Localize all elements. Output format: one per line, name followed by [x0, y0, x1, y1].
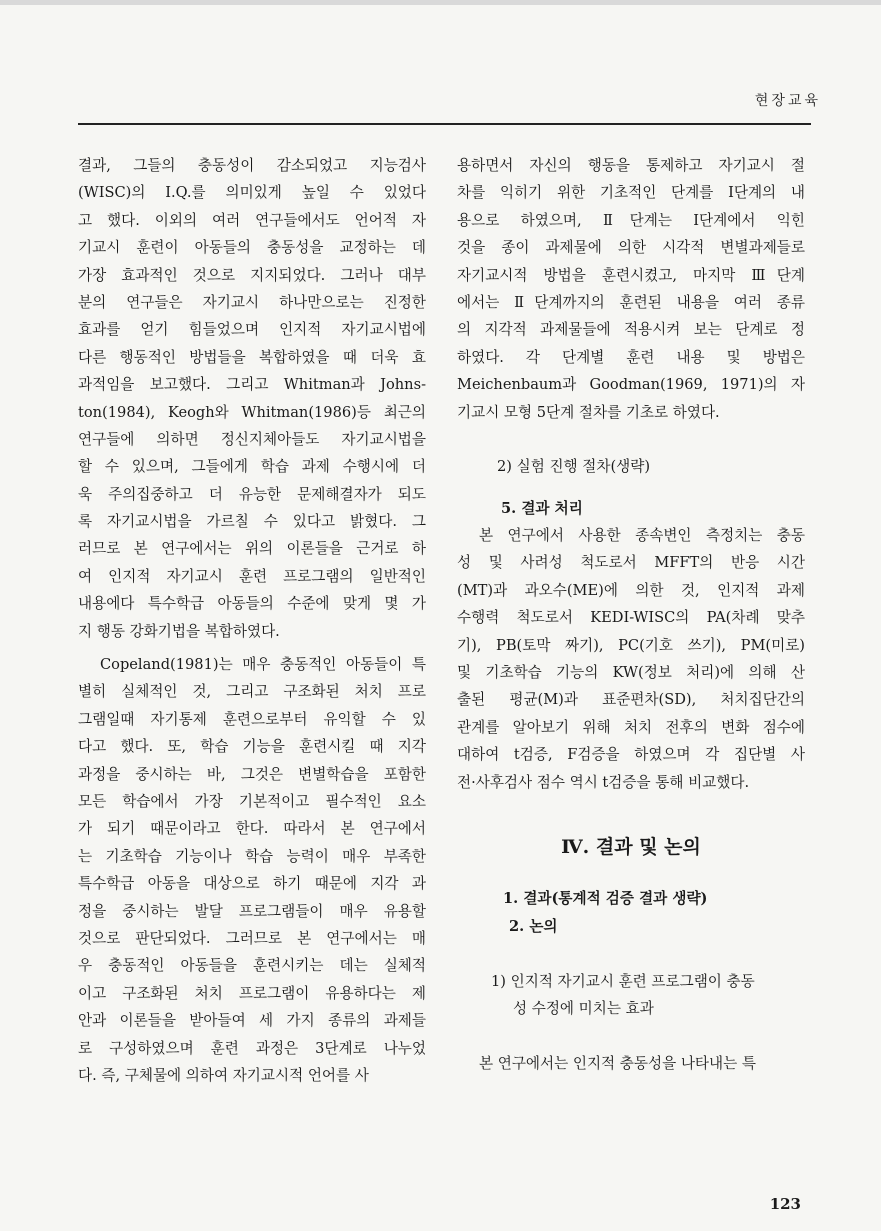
body-text-line: 본 연구에서는 인지적 충동성을 나타내는 특	[479, 1054, 756, 1072]
page-number: 123	[769, 1195, 801, 1213]
body-text-line: 자기교시적 방법을 훈련시켰고, 마지막 Ⅲ단계	[457, 266, 805, 284]
body-text-line: 로 구성하였으며 훈련 과정은 3단계로 나누었	[78, 1039, 426, 1057]
body-text-line: 것을 종이 과제물에 의한 시각적 변별과제들로	[457, 239, 805, 257]
body-text-line: 욱 주의집중하고 더 유능한 문제해결자가 되도	[78, 485, 426, 503]
body-text-line: 분의 연구들은 자기교시 하나만으로는 진정한	[78, 293, 426, 311]
body-text-line: 정을 중시하는 발달 프로그램들이 매우 유용할	[78, 902, 426, 920]
body-text-line: 다. 즉, 구체물에 의하여 자기교시적 언어를 사	[78, 1066, 369, 1084]
body-text-line: 과적임을 보고했다. 그리고 Whitman과 Johns-	[78, 376, 426, 394]
body-text-line: 고 했다. 이외의 여러 연구들에서도 언어적 자	[78, 211, 426, 229]
body-text-line: 내용에다 특수학급 아동들의 수준에 맞게 몇 가	[78, 595, 426, 613]
paragraph-method-stages	[457, 152, 805, 426]
scan-top-edge	[0, 0, 881, 5]
body-text-line: Meichenbaum과 Goodman(1969, 1971)의 자	[457, 376, 805, 394]
body-text-line: 여 인지적 자기교시 훈련 프로그램의 일반적인	[78, 567, 426, 585]
body-text-line: 전·사후검사 점수 역시 t검증을 통해 비교했다.	[457, 773, 750, 791]
body-text-line: 특수학급 아동을 대상으로 하기 때문에 지각 과	[78, 875, 426, 893]
subheading-discussion: 2. 논의	[509, 917, 558, 935]
body-text-line: 다른 행동적인 방법들을 복합하였을 때 더욱 효	[78, 348, 426, 366]
body-text-line: 출된 평균(M)과 표준편차(SD), 처치집단간의	[457, 691, 805, 709]
body-text-line: 가 되기 때문이라고 한다. 따라서 본 연구에서	[78, 820, 426, 838]
chapter-heading: Ⅳ. 결과 및 논의	[561, 836, 701, 859]
discussion-point-title-cont: 성 수정에 미치는 효과	[513, 999, 654, 1017]
body-text-line: 효과를 얻기 힘들었으며 인지적 자기교시법에	[78, 321, 426, 339]
body-text-line: 기교시 훈련이 아동들의 충동성을 교정하는 데	[78, 239, 426, 257]
body-text-line: 모든 학습에서 가장 기본적이고 필수적인 요소	[78, 792, 426, 810]
body-text-line: 별히 실체적인 것, 그리고 구조화된 처치 프로	[78, 683, 426, 701]
body-text-line: 지 행동 강화기법을 복합하였다.	[78, 622, 280, 640]
body-text-line: 기교시 모형 5단계 절차를 기초로 하였다.	[457, 403, 720, 421]
body-text-line: 는 기초학습 기능이나 학습 능력이 매우 부족한	[78, 847, 426, 865]
body-text-line: 것으로 판단되었다. 그러므로 본 연구에서는 매	[78, 929, 426, 947]
subheading-results: 1. 결과(통계적 검증 결과 생략)	[503, 890, 708, 908]
body-text-line: 수행력 척도로서 KEDI-WISC의 PA(차례 맞추	[457, 609, 805, 627]
body-text-line: 차를 익히기 위한 기초적인 단계를 I단계의 내	[457, 184, 805, 202]
body-text-line: 하였다. 각 단계별 훈련 내용 및 방법은	[457, 348, 805, 366]
body-text-line: 용으로 하였으며, Ⅱ단계는 I단계에서 익힌	[457, 211, 805, 229]
body-text-line: 러므로 본 연구에서는 위의 이론들을 근거로 하	[78, 540, 426, 558]
body-text-line: 관계를 알아보기 위해 처치 전후의 변화 점수에	[457, 718, 805, 736]
item-experiment-procedure: 2) 실험 진행 절차(생략)	[497, 458, 651, 476]
body-text-line: ton(1984), Keogh와 Whitman(1986)등 최근의	[78, 403, 426, 421]
body-text-line: 연구들에 의하면 정신지체아들도 자기교시법을	[78, 430, 426, 448]
header-rule	[78, 123, 811, 125]
body-text-line: 의 지각적 과제물들에 적용시켜 보는 단계로 정	[457, 321, 805, 339]
body-text-line: 대하여 t검증, F검증을 하였으며 각 집단별 사	[457, 746, 805, 764]
body-text-line: 에서는 Ⅱ단계까지의 훈련된 내용을 여러 종류	[457, 293, 805, 311]
body-text-line: 결과, 그들의 충동성이 감소되었고 지능검사	[78, 157, 426, 174]
running-header: 현장교육	[754, 93, 821, 109]
body-text-line: 록 자기교시법을 가르칠 수 있다고 밝혔다. 그	[78, 513, 426, 531]
body-text-line: 본 연구에서 사용한 종속변인 측정치는 충동	[479, 527, 805, 545]
body-text-line: 할 수 있으며, 그들에게 학습 과제 수행시에 더	[78, 458, 426, 476]
left-column	[78, 152, 426, 1089]
right-column	[457, 152, 805, 1077]
body-text-line: 과정을 중시하는 바, 그것은 변별학습을 포함한	[78, 765, 426, 783]
discussion-point-title: 1) 인지적 자기교시 훈련 프로그램이 충동	[491, 972, 755, 990]
body-text-line: (MT)과 과오수(ME)에 의한 것, 인지적 과제	[457, 581, 805, 599]
body-text-line: 그램일때 자기통제 훈련으로부터 유익할 수 있	[78, 710, 426, 728]
body-text-line: (WISC)의 I.Q.를 의미있게 높일 수 있었다	[78, 184, 426, 202]
body-text-line: 기), PB(토막 짜기), PC(기호 쓰기), PM(미로)	[457, 636, 805, 654]
body-text-line: 성 및 사려성 척도로서 MFFT의 반응 시간	[457, 554, 805, 572]
body-text-line: 가장 효과적인 것으로 지지되었다. 그러나 대부	[78, 266, 426, 284]
section-result-processing: 5. 결과 처리	[501, 499, 583, 517]
body-text-line: 및 기초학습 기능의 KW(정보 처리)에 의해 산	[457, 664, 805, 682]
body-text-line: Copeland(1981)는 매우 충동적인 아동들이 특	[100, 656, 426, 674]
body-text-line: 안과 이론들을 받아들여 세 가지 종류의 과제들	[78, 1012, 426, 1030]
body-text-line: 용하면서 자신의 행동을 통제하고 자기교시 절	[457, 157, 805, 174]
body-text-line: 이고 구조화된 처치 프로그램이 유용하다는 제	[78, 984, 426, 1002]
body-text-line: 다고 했다. 또, 학습 기능을 훈련시킬 때 지각	[78, 738, 426, 756]
body-text-line: 우 충동적인 아동들을 훈련시키는 데는 실체적	[78, 957, 426, 975]
paragraph-data-analysis	[457, 522, 805, 796]
